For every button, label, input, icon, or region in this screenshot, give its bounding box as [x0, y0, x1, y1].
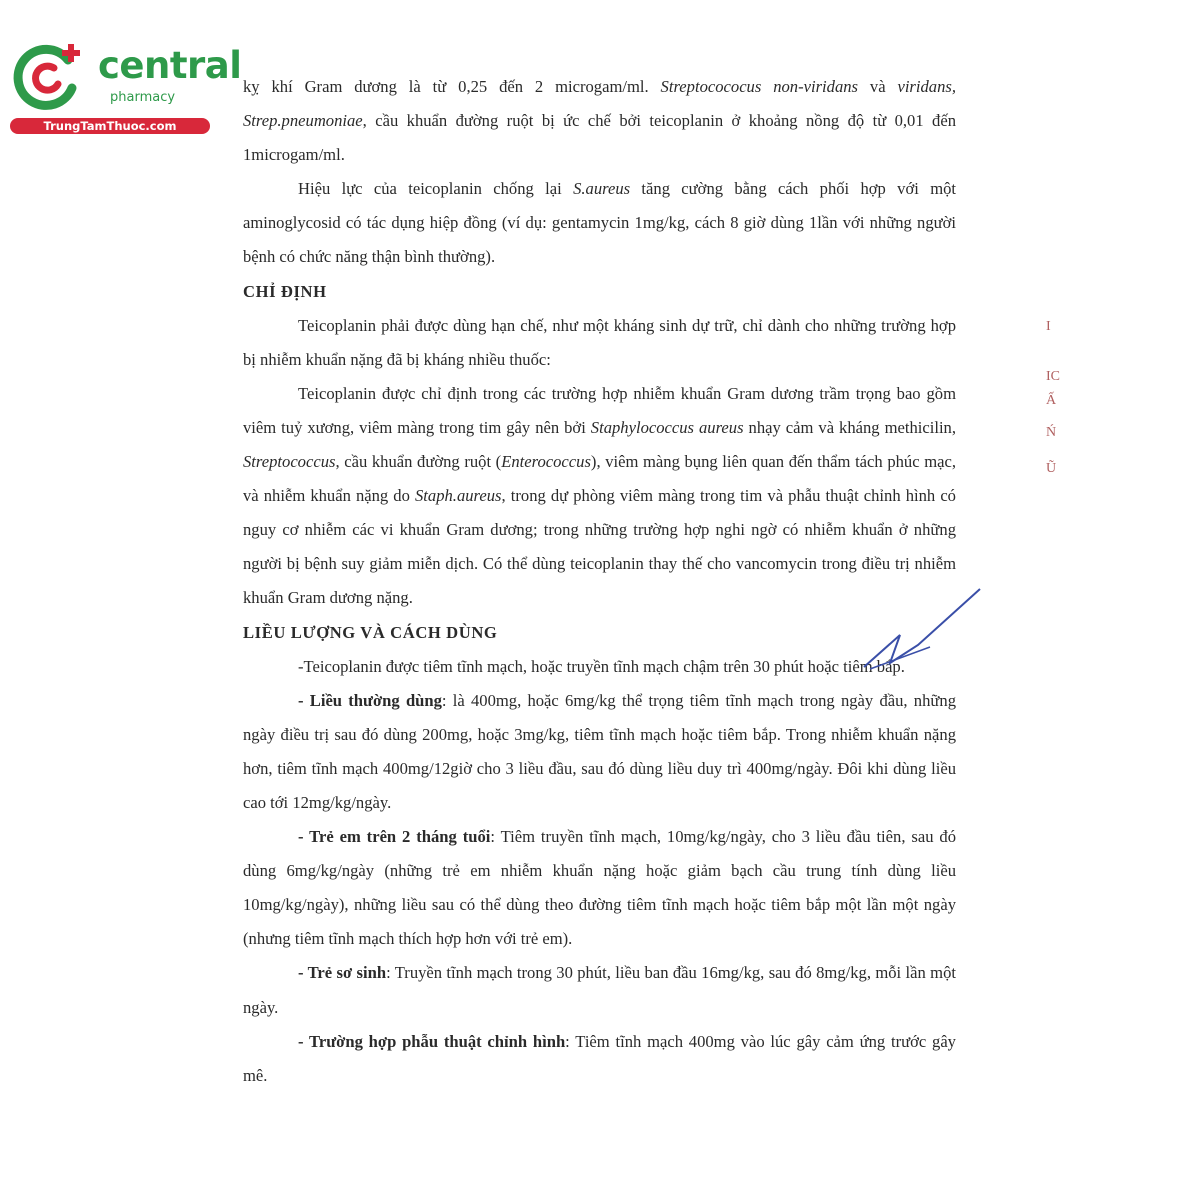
text-run: -Teicoplanin được tiêm tĩnh mạch, hoặc truyền tĩnh mạch chậm trên 30 phút hoặc tiêm bắp.: [298, 656, 905, 676]
paragraph-neonate-dose: [243, 956, 956, 1024]
italic-run: Staph.aureus: [415, 486, 502, 506]
italic-run: viridans, Strep.pneumoniae: [243, 77, 956, 131]
italic-run: Streptococcus: [243, 452, 336, 472]
text-run: và: [858, 77, 898, 96]
signature-mark: [860, 585, 985, 675]
bold-run: - Trẻ em trên 2 tháng tuổi: [298, 827, 491, 847]
central-pharmacy-logo[interactable]: [10, 38, 242, 138]
text-run: : là 400mg, hoặc 6mg/kg thể trọng tiêm tĩnh mạch trong ngày đầu, những ngày điều trị sau đó dùng 200mg, hoặc 3mg/kg, tiêm tĩnh mạch hoặc tiêm bắp. Trong nhiễm khuẩn nặng hơn, tiêm tĩnh mạch 400mg/12giờ cho 3 liều đầu, sau đó dùng liều duy trì 400mg/ngày. Đôi khi dùng liều cao tới 12mg/kg/ngày.: [243, 690, 956, 812]
italic-run: Staphylococcus aureus: [590, 417, 744, 437]
italic-run: Streptocococus non-viridans: [660, 77, 859, 96]
edge-mark: IC: [1046, 369, 1060, 384]
paragraph-orthopedic-dose: [243, 1025, 956, 1093]
logo-site-url[interactable]: TrungTamThuoc.com: [10, 118, 210, 134]
pharmacy-cross-icon: [10, 38, 90, 118]
paragraph-activity-range: [243, 70, 956, 172]
heading-indications: CHỈ ĐỊNH: [243, 281, 327, 301]
logo-brand-sub: pharmacy: [110, 90, 176, 105]
text-run: , trong dự phòng viêm màng trong tim và phẫu thuật chỉnh hình có nguy cơ nhiễm các vi khuẩn Gram dương; trong những trường hợp nghi ngờ có nhiễm khuẩn ở những người bị bệnh suy giảm miễn dịch. Có thể dùng teicoplanin thay thế cho vancomycin trong điều trị nhiễm khuẩn Gram dương nặng.: [243, 486, 956, 608]
text-run: , cầu khuẩn đường ruột bị ức chế bởi teicoplanin ở khoảng nồng độ từ 0,01 đến 1microgam/ml.: [243, 111, 956, 165]
text-run: ), viêm màng bụng liên quan đến thẩm tách phúc mạc, và nhiễm khuẩn nặng do: [243, 452, 956, 506]
bold-run: - Trẻ sơ sinh: [298, 963, 387, 983]
paragraph-administration: [243, 650, 956, 684]
text-run: kỵ khí Gram dương là từ 0,25 đến 2 microgam/ml.: [243, 77, 661, 96]
text-run: Hiệu lực của teicoplanin chống lại: [298, 179, 574, 199]
text-run: : Tiêm truyền tĩnh mạch, 10mg/kg/ngày, cho 3 liều đầu tiên, sau đó dùng 6mg/kg/ngày (những trẻ em nhiễm khuẩn nặng hoặc giảm bạch cầu trung tính dùng liều 10mg/kg/ngày), những liều sau có thể dùng theo đường tiêm tĩnh mạch hoặc tiêm bắp một lần một ngày (nhưng tiêm tĩnh mạch thích hợp hơn với trẻ em).: [243, 827, 956, 949]
paragraph-restricted-use: [243, 309, 956, 377]
edge-mark: Ũ: [1046, 461, 1057, 476]
edge-mark: Ń: [1046, 425, 1057, 440]
paragraph-usual-dose: [243, 684, 956, 820]
paragraph-synergy: [243, 172, 956, 274]
bold-run: - Liều thường dùng: [298, 690, 442, 710]
italic-run: S.aureus: [573, 179, 631, 199]
logo-brand-name: central: [98, 44, 242, 87]
text-run: Teicoplanin được chỉ định trong các trường hợp nhiễm khuẩn Gram dương trầm trọng bao gồm viêm tuỷ xương, viêm màng trong tim gây nên bởi: [243, 383, 956, 437]
heading-dosage: LIỀU LƯỢNG VÀ CÁCH DÙNG: [243, 622, 498, 642]
italic-run: Enterococcus: [501, 452, 591, 472]
text-run: : Truyền tĩnh mạch trong 30 phút, liều ban đầu 16mg/kg, sau đó 8mg/kg, mỗi lần một ngày.: [243, 963, 956, 1017]
text-run: , cầu khuẩn đường ruột (: [335, 452, 502, 472]
edge-mark: I: [1046, 319, 1051, 334]
bold-run: - Trường hợp phẫu thuật chỉnh hình: [298, 1031, 566, 1051]
leaflet-text: [243, 70, 956, 1093]
text-run: nhạy cảm và kháng methicilin,: [743, 417, 957, 437]
text-run: Teicoplanin phải được dùng hạn chế, như một kháng sinh dự trữ, chỉ dành cho những trường hợp bị nhiễm khuẩn nặng đã bị kháng nhiều thuốc:: [243, 315, 956, 369]
text-run: : Tiêm tĩnh mạch 400mg vào lúc gây cảm ứng trước gây mê.: [243, 1031, 956, 1085]
paragraph-children-dose: [243, 820, 956, 956]
text-run: tăng cường bằng cách phối hợp với một aminoglycosid có tác dụng hiệp đồng (ví dụ: gentamycin 1mg/kg, cách 8 giờ dùng 1lần với những người bệnh có chức năng thận bình thường).: [243, 179, 957, 267]
edge-mark: Ấ: [1046, 393, 1057, 408]
paragraph-indications: [243, 377, 956, 616]
